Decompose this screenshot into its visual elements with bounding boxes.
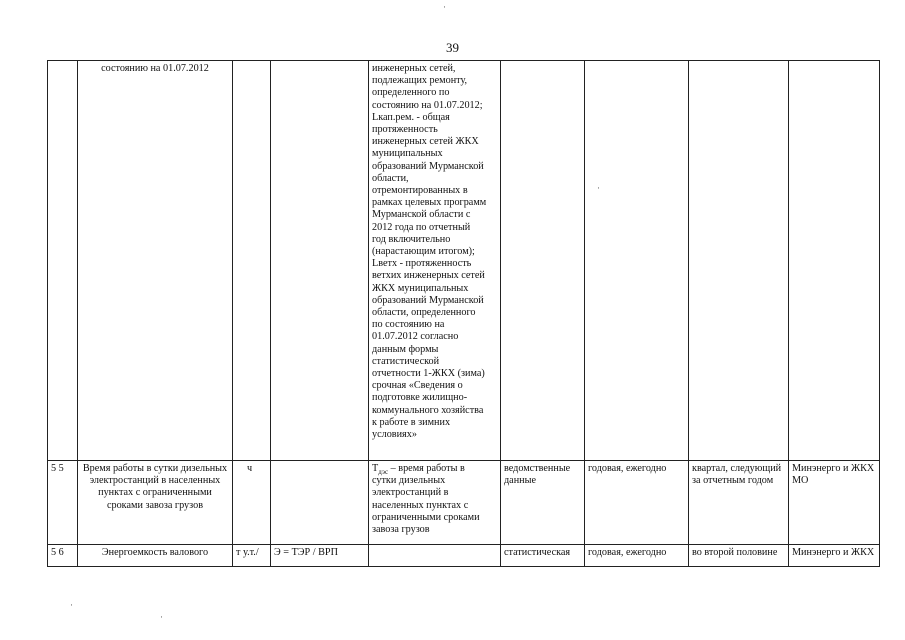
table-row bbox=[48, 545, 880, 567]
description-subscript: дэс bbox=[378, 468, 389, 477]
table-row bbox=[48, 461, 880, 545]
description-line: муниципальных bbox=[372, 148, 443, 160]
cell-formula: Э = ТЭР / ВРП bbox=[271, 545, 369, 567]
cell-description bbox=[369, 61, 501, 461]
cell-periodicity bbox=[585, 61, 689, 461]
description-line: Lкап.рем. - общая bbox=[372, 111, 450, 123]
description-line: ветхих инженерных сетей bbox=[372, 270, 485, 282]
description-line: состоянию на 01.07.2012; bbox=[372, 99, 483, 111]
cell-deadline: квартал, следующий за отчетным годом bbox=[689, 461, 789, 545]
scan-mark: · bbox=[443, 2, 446, 12]
description-line: инженерных сетей ЖКХ bbox=[372, 136, 479, 148]
scan-mark: · bbox=[70, 600, 73, 610]
cell-deadline: во второй половине bbox=[689, 545, 789, 567]
description-line: данным формы bbox=[372, 343, 439, 355]
description-line: по состоянию на bbox=[372, 319, 445, 331]
description-line: – время работы в bbox=[388, 463, 465, 474]
indicators-table bbox=[47, 60, 880, 567]
cell-responsible: Минэнерго и ЖКХ bbox=[789, 545, 880, 567]
description-line: завоза грузов bbox=[372, 524, 430, 536]
description-line: образований Мурманской bbox=[372, 294, 484, 306]
description-line: подготовке жилищно- bbox=[372, 392, 468, 404]
cell-unit: т у.т./ bbox=[233, 545, 271, 567]
description-line: ЖКХ муниципальных bbox=[372, 282, 469, 294]
description-line: 2012 года по отчетный bbox=[372, 221, 471, 233]
description-line: Lветх - протяженность bbox=[372, 258, 472, 270]
description-line: подлежащих ремонту, bbox=[372, 75, 468, 87]
description-line: (нарастающим итогом); bbox=[372, 246, 475, 258]
cell-description bbox=[369, 545, 501, 567]
description-line: 01.07.2012 согласно bbox=[372, 331, 459, 343]
cell-periodicity: годовая, ежегодно bbox=[585, 545, 689, 567]
description-line: населенных пунктах с bbox=[372, 499, 469, 511]
cell-formula bbox=[271, 61, 369, 461]
description-line: области, bbox=[372, 172, 409, 184]
cell-responsible bbox=[789, 61, 880, 461]
description-line: срочная «Сведения о bbox=[372, 380, 463, 392]
description-symbol: Т bbox=[372, 463, 379, 474]
table-row bbox=[48, 61, 880, 461]
cell-unit bbox=[233, 61, 271, 461]
cell-num bbox=[48, 61, 78, 461]
cell-source: ведомственные данные bbox=[501, 461, 585, 545]
cell-num: 5 6 bbox=[48, 545, 78, 567]
description-line: ограниченными сроками bbox=[372, 511, 480, 523]
cell-formula bbox=[271, 461, 369, 545]
description-line: коммунального хозяйства bbox=[372, 404, 484, 416]
cell-indicator-name: состоянию на 01.07.2012 bbox=[78, 61, 233, 461]
cell-description bbox=[369, 461, 501, 545]
description-line: инженерных сетей, bbox=[372, 63, 456, 74]
cell-num: 5 5 bbox=[48, 461, 78, 545]
description-line: протяженность bbox=[372, 124, 438, 136]
description-line: образований Мурманской bbox=[372, 160, 484, 172]
cell-indicator-name: Время работы в сутки дизельных электростанций в населенных пунктах с ограниченными сроками завоза грузов bbox=[78, 461, 233, 545]
description-line: области, определенного bbox=[372, 307, 476, 319]
description-line: электростанций в bbox=[372, 487, 449, 499]
description-line: сутки дизельных bbox=[372, 475, 446, 487]
cell-source: статистическая bbox=[501, 545, 585, 567]
cell-responsible: Минэнерго и ЖКХ МО bbox=[789, 461, 880, 545]
description-line: отчетности 1-ЖКХ (зима) bbox=[372, 368, 485, 380]
description-line: определенного по bbox=[372, 87, 450, 99]
scan-mark: · bbox=[160, 612, 163, 622]
cell-indicator-name: Энергоемкость валового bbox=[78, 545, 233, 567]
description-line: год включительно bbox=[372, 233, 451, 245]
scan-mark: · bbox=[597, 183, 600, 193]
description-line: к работе в зимних bbox=[372, 416, 451, 428]
description-line: отремонтированных в bbox=[372, 185, 468, 197]
page-number: 39 bbox=[446, 40, 459, 55]
description-line: рамках целевых программ bbox=[372, 197, 487, 209]
description-line: условиях» bbox=[372, 429, 417, 441]
description-line: Мурманской области с bbox=[372, 209, 471, 221]
description-line: статистической bbox=[372, 355, 440, 367]
cell-periodicity: годовая, ежегодно bbox=[585, 461, 689, 545]
cell-unit: ч bbox=[233, 461, 271, 545]
cell-deadline bbox=[689, 61, 789, 461]
cell-source bbox=[501, 61, 585, 461]
